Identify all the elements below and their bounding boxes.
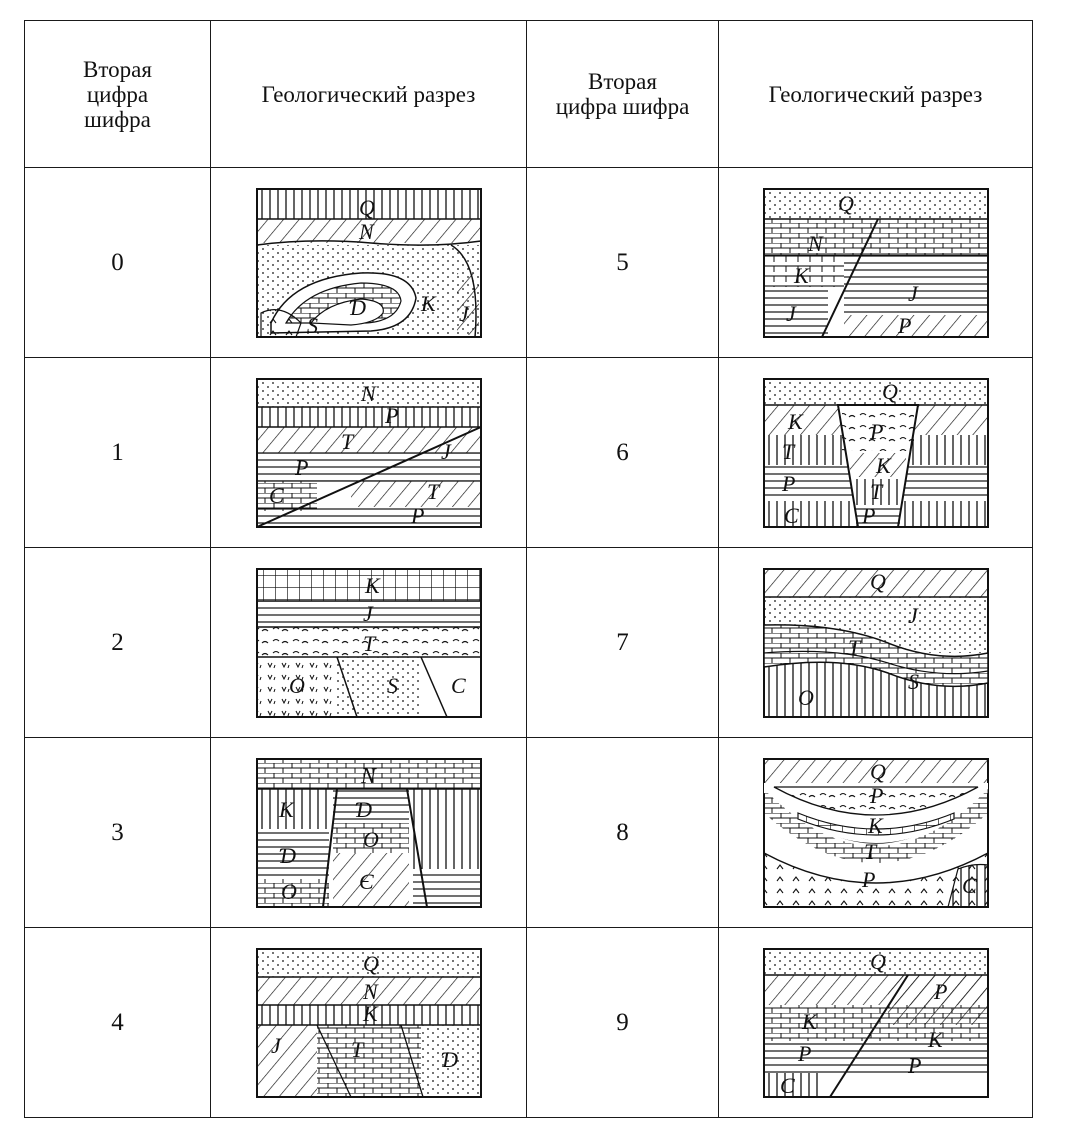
section-label: P — [410, 502, 424, 528]
section-label: T — [426, 478, 439, 504]
digit-cell: 2 — [25, 548, 211, 738]
header-section-left: Геологический разрез — [211, 21, 527, 168]
section-label: Ɗ — [354, 796, 372, 822]
section-label: K — [927, 1026, 943, 1052]
section-label: J — [785, 300, 796, 326]
geologic-section-7 — [758, 563, 994, 723]
section-cell — [211, 168, 527, 358]
section-cell — [211, 548, 527, 738]
section-label: Ɗ — [440, 1046, 458, 1072]
section-label: P — [933, 978, 947, 1004]
table-row — [25, 358, 1033, 548]
geologic-section-8 — [758, 753, 994, 913]
section-label: Ɗ — [348, 294, 366, 320]
section-label: N — [360, 762, 376, 788]
digit-cell: 6 — [527, 358, 719, 548]
section-label: P — [869, 418, 883, 444]
section-label: P — [781, 470, 795, 496]
section-label: Q — [869, 568, 886, 594]
header-text: цифра шифра — [555, 94, 690, 119]
section-label: O — [362, 826, 379, 852]
section-label: J — [458, 300, 469, 326]
geologic-section-0 — [251, 183, 487, 343]
section-label: Q — [869, 948, 886, 974]
section-cell — [719, 928, 1033, 1118]
section-label: Q — [869, 758, 886, 784]
section-label: Q — [362, 950, 379, 976]
geologic-section-1 — [251, 373, 487, 533]
geologic-section-6 — [758, 373, 994, 533]
section-label: S — [306, 312, 318, 338]
table-row — [25, 168, 1033, 358]
section-label: S — [386, 672, 398, 698]
table-row — [25, 928, 1033, 1118]
section-label: Q — [881, 378, 898, 404]
section-label: P — [797, 1040, 811, 1066]
section-label: P — [869, 782, 883, 808]
section-label: T — [863, 838, 876, 864]
section-label: J — [907, 602, 918, 628]
geologic-section-4 — [251, 943, 487, 1103]
section-label: K — [867, 812, 883, 838]
section-cell — [719, 168, 1033, 358]
section-label: C — [268, 482, 284, 508]
digit-cell: 7 — [527, 548, 719, 738]
section-label: K — [420, 290, 436, 316]
section-label: N — [362, 978, 378, 1004]
header-digit-left — [25, 21, 211, 168]
section-label: S — [907, 668, 919, 694]
section-label: J — [362, 600, 373, 626]
digit-cell: 4 — [25, 928, 211, 1118]
digit-cell: 3 — [25, 738, 211, 928]
table-row — [25, 548, 1033, 738]
header-row — [25, 21, 1033, 168]
header-text: цифра — [86, 81, 149, 107]
geologic-section-5 — [758, 183, 994, 343]
section-label: Ɗ — [278, 842, 296, 868]
section-label: C — [961, 872, 977, 898]
section-label: T — [350, 1036, 363, 1062]
section-label: N — [358, 218, 374, 244]
section-cell — [719, 358, 1033, 548]
section-label: C — [783, 502, 799, 528]
section-label: P — [384, 402, 398, 428]
section-cell — [719, 548, 1033, 738]
section-label: O — [280, 878, 297, 904]
section-label: T — [362, 630, 375, 656]
header-digit-right — [527, 21, 719, 168]
section-label: T — [869, 478, 882, 504]
section-label: N — [807, 230, 823, 256]
section-cell — [211, 928, 527, 1118]
geologic-section-3 — [251, 753, 487, 913]
section-label: T — [847, 634, 860, 660]
header-text: Вторая — [83, 56, 152, 82]
section-label: Є — [358, 868, 374, 894]
section-label: Q — [837, 190, 854, 216]
section-cell — [211, 358, 527, 548]
geology-table — [24, 20, 1033, 1118]
section-cell — [211, 738, 527, 928]
section-cell — [719, 738, 1033, 928]
digit-cell: 8 — [527, 738, 719, 928]
section-label: K — [787, 408, 803, 434]
section-label: P — [897, 312, 911, 338]
geologic-section-9 — [758, 943, 994, 1103]
digit-cell: 5 — [527, 168, 719, 358]
section-label: C — [779, 1072, 795, 1098]
section-label: K — [364, 572, 380, 598]
section-label: C — [450, 672, 466, 698]
section-label: K — [801, 1008, 817, 1034]
section-label: P — [294, 454, 308, 480]
digit-cell: 0 — [25, 168, 211, 358]
section-label: J — [440, 438, 451, 464]
section-label: K — [875, 452, 891, 478]
section-label: P — [861, 502, 875, 528]
section-label: K — [278, 796, 294, 822]
digit-cell: 1 — [25, 358, 211, 548]
geologic-section-2 — [251, 563, 487, 723]
section-label: T — [340, 428, 353, 454]
section-label: P — [907, 1052, 921, 1078]
header-text: Вторая — [588, 69, 657, 94]
section-label: K — [793, 262, 809, 288]
section-label: O — [797, 684, 814, 710]
section-label: J — [270, 1032, 281, 1058]
section-label: N — [360, 380, 376, 406]
section-label: O — [288, 672, 305, 698]
section-label: T — [781, 438, 794, 464]
section-label: P — [861, 866, 875, 892]
digit-cell: 9 — [527, 928, 719, 1118]
section-label: K — [362, 1000, 378, 1026]
table-row — [25, 738, 1033, 928]
section-label: J — [907, 280, 918, 306]
section-label: Q — [358, 194, 375, 220]
header-text: шифра — [84, 106, 151, 132]
header-section-right: Геологический разрез — [719, 21, 1033, 168]
